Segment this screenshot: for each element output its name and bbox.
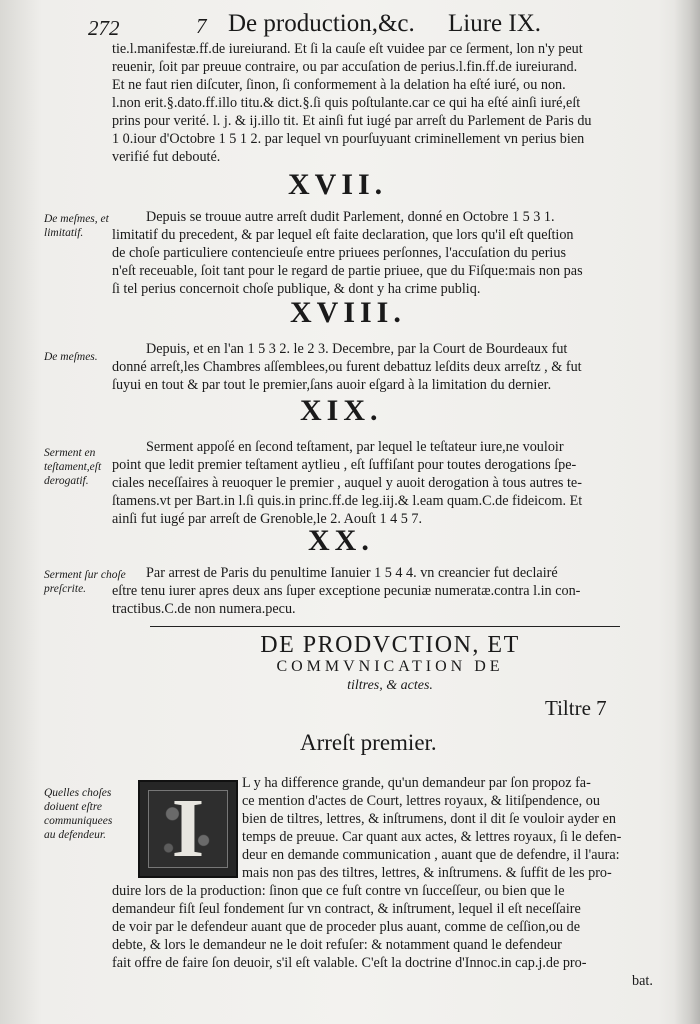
text-line: 1 0.iour d'Octobre 1 5 1 2. par lequel vn pourſuyuant criminellement vn perius bien <box>112 131 585 147</box>
text-line: verifié fut debouté. <box>112 149 221 165</box>
chapter-heading: DE PRODVCTION, ET <box>260 632 520 658</box>
page-number: 272 <box>88 16 120 40</box>
text-line: ce mention d'actes de Court, lettres royaux, & litiſpendence, ou <box>242 793 600 809</box>
text-line: Par arrest de Paris du penultime Ianuier 1 5 4 4. vn creancier fut declairé <box>146 565 558 581</box>
running-header <box>88 4 578 40</box>
text-line: L y ha difference grande, qu'un demandeur par ſon propoz fa- <box>242 775 591 791</box>
text-line: de choſe particuliere contencieuſe entre priuees perſonnes, l'accuſation du perius <box>112 245 566 261</box>
margin-note: De meſmes. <box>44 351 98 363</box>
text-line: deur en demande communication , auant que de defendre, il l'aura: <box>242 847 620 863</box>
text-line: Depuis, et en l'an 1 5 3 2. le 2 3. Decembre, par la Court de Bourdeaux fut <box>146 341 568 357</box>
title-number: Tiltre 7 <box>545 696 607 720</box>
text-line: Et ne faut rien diſcuter, ſinon, ſi conformement à la delation ha eſté iuré, ou non. <box>112 77 566 93</box>
margin-note: Serment ſur choſe preſcrite. <box>44 569 126 595</box>
section-numeral-20: XX. <box>308 524 374 557</box>
section-divider <box>150 626 620 627</box>
text-line: de voir par le defendeur auant que de proceder plus auant, comme de ceſſion,ou de <box>112 919 580 935</box>
ornamental-initial-letter: I <box>171 782 205 875</box>
text-line: Depuis se trouue autre arreſt dudit Parlement, donné en Octobre 1 5 3 1. <box>146 209 555 225</box>
text-line: ſuyui en tout & par tout le premier,ſans auoir eſgard à la limitation du dernier. <box>112 377 552 393</box>
page-gutter-shadow <box>674 0 700 1024</box>
book-number: Liure IX. <box>448 10 542 37</box>
running-title: De production,&c. <box>228 10 415 37</box>
text-line: ſi tel perius concernoit choſe publique, & dont y ha crime publiq. <box>112 281 481 297</box>
text-line: reuenir, ſoit par preuue contraire, ou par accuſation de perius.l.fin.ff.de iureiurand. <box>112 59 578 75</box>
text-line: limitatif du precedent, & par lequel eſt faite declaration, que lors qu'il eſt queſtion <box>112 227 574 243</box>
text-line: ainſi fut iugé par arreſt de Grenoble,le 2. Aouſt 1 4 5 7. <box>112 511 423 527</box>
margin-note: Quelles choſes doiuent eſtre communiquees au defendeur. <box>44 787 113 841</box>
margin-note: Serment en teſtament,eſt derogatif. <box>44 447 102 487</box>
chapter-number: 7 <box>196 14 207 38</box>
text-line: n'eſt receuable, ſoit tant pour le regard de partie priuee, que du Fiſque:mais non pas <box>112 263 583 279</box>
text-line: mais non pas des tiltres, lettres, & inſtrumens. & ſuffit de les pro- <box>242 865 612 881</box>
text-line: Serment appoſé en ſecond teſtament, par lequel le teſtateur iure,ne vouloir <box>146 439 564 455</box>
section-numeral-18: XVIII. <box>290 296 406 329</box>
text-line: prins pour verité. l. j. & ij.illo tit. Et ainſi fut iugé par arreſt du Parlement de Paris du <box>112 113 592 129</box>
text-line: fait offre de faire ſon deuoir, s'il eſt valable. C'eſt la doctrine d'Innoc.in cap.j.de pro- <box>112 955 587 971</box>
text-line: bien de tiltres, lettres, & inſtrumens, dont il dit ſe vouloir ayder en <box>242 811 616 827</box>
section-numeral-17: XVII. <box>288 168 388 201</box>
text-line: point que ledit premier teſtament aytlieu , eſt ſuffiſant pour toutes derogations ſpe- <box>112 457 577 473</box>
text-line: l.non erit.§.dato.ff.illo titu.& dict.§.ſi quis poſtulante.car ce qui ha eſté ainſi iuré,eſt <box>112 95 581 111</box>
section-numeral-19: XIX. <box>300 394 383 427</box>
margin-note: De meſmes, et limitatif. <box>44 213 109 239</box>
text-line: eſtre tenu iurer apres deux ans ſuper exceptione pecuniæ numeratæ.contra l.in con- <box>112 583 581 599</box>
text-line: donné arreſt,les Chambres aſſemblees,ou furent debattuz leſdits deux arreſtz , & fut <box>112 359 582 375</box>
text-line: ſtamens.vt per Bart.in l.ſi quis.in princ.ff.de leg.iij.& l.eam quam.C.de fideicom. Et <box>112 493 583 509</box>
chapter-subheading: COMMVNICATION DE <box>276 658 504 675</box>
text-line: debte, & lors le demandeur ne le doit refuſer: & notamment quand le defendeur <box>112 937 562 953</box>
text-line: bat. <box>632 973 653 989</box>
arrest-heading: Arreſt premier. <box>300 730 437 755</box>
chapter-subheading-italic: tiltres, & actes. <box>347 678 433 693</box>
text-line: tie.l.manifestæ.ff.de iureiurand. Et ſi la cauſe eſt vuidee par ce ſerment, lon n'y peut <box>112 41 583 57</box>
text-line: tractibus.C.de non numera.pecu. <box>112 601 296 617</box>
text-line: ciales neceſſaires à reuoquer le premier , auquel y auoit derogation à tous autres te- <box>112 475 582 491</box>
ornamental-initial <box>138 780 238 878</box>
text-line: demandeur fiſt ſeul fondement ſur vn contract, & inſtrument, lequel il eſt neceſſaire <box>112 901 581 917</box>
text-line: temps de preuue. Car quant aux actes, & lettres royaux, ſi le defen- <box>242 829 622 845</box>
text-line: duire lors de la production: ſinon que ce fuſt contre vn ſucceſſeur, ou bien que le <box>112 883 565 899</box>
